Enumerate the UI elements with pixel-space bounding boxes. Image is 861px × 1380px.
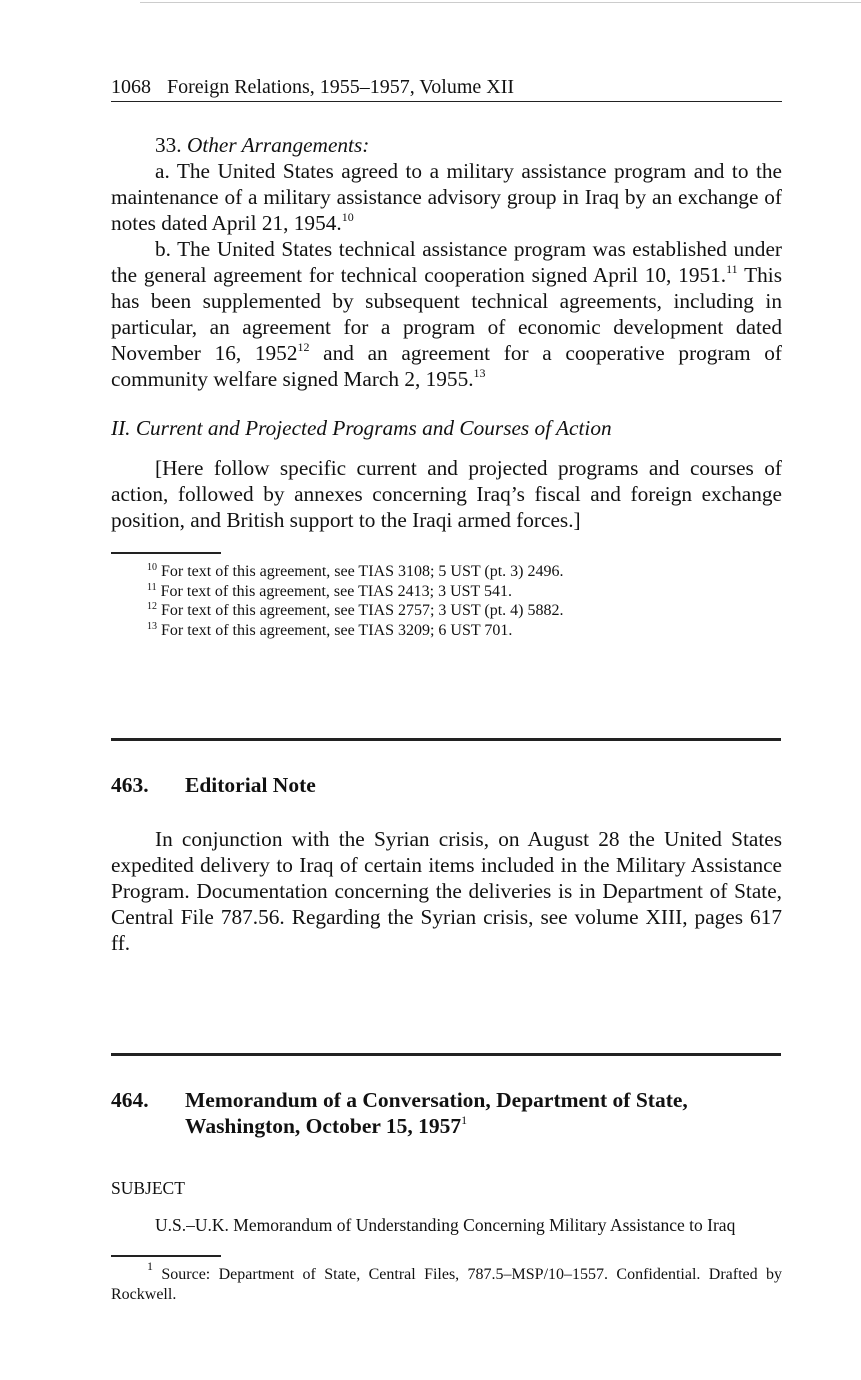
footnote-ref-12[interactable]: 12	[297, 340, 310, 354]
footnote-rule-bottom	[111, 1255, 782, 1257]
page	[111, 74, 782, 1303]
footnote-ref-11[interactable]: 11	[726, 262, 738, 276]
page-number: 1068	[111, 76, 151, 98]
section-33-heading: 33. Other Arrangements:	[155, 133, 370, 157]
footnotes-top	[111, 562, 782, 640]
document-463-title: Editorial Note	[185, 773, 316, 797]
page-top-edge	[140, 2, 861, 3]
paragraph-a: a. The United States agreed to a military assistance program and to the maintenance of a military assistance advisory group in Iraq by an exchange of notes dated April 21, 1954.10	[111, 159, 782, 235]
footnote-ref-10[interactable]: 10	[341, 210, 354, 224]
footnote-12: $^{12}$ For text of this agreement, see TIAS 2757; 3 UST (pt. 4) 5882.	[147, 601, 564, 619]
section-33	[111, 132, 782, 392]
document-464-number: 464.	[111, 1088, 149, 1112]
section-2-heading: II. Current and Projected Programs and Courses of Action	[111, 416, 612, 440]
footnote-rule-top	[111, 552, 782, 554]
running-head	[111, 74, 782, 102]
footnote-11: $^{11}$ For text of this agreement, see TIAS 2413; 3 UST 541.	[147, 581, 513, 600]
document-463-heading	[111, 772, 782, 798]
bracket-note: [Here follow specific current and projected programs and courses of action, followed by annexes concerning Iraq’s fiscal and foreign exchange position, and British support to the Iraqi armed forces.]	[111, 456, 782, 532]
footnote-13: $^{13}$ For text of this agreement, see TIAS 3209; 6 UST 701.	[147, 620, 513, 639]
footnote-1: $^1$ Source: Department of State, Central Files, 787.5–MSP/10–1557. Confidential. Drafted by Rockwell.	[111, 1259, 782, 1303]
footnote-10: $^{10}$ For text of this agreement, see TIAS 3108; 5 UST (pt. 3) 2496.	[147, 562, 564, 580]
document-464-heading	[111, 1087, 782, 1139]
document-463-body: In conjunction with the Syrian crisis, on August 28 the United States expedited delivery to Iraq of certain items included in the Military Assistance Program. Documentation concerning the deliveries is in Department of State, Central File 787.56. Regarding the Syrian crisis, see volume XIII, pages 617 ff.	[111, 827, 782, 955]
volume-title: Foreign Relations, 1955–1957, Volume XII	[167, 76, 515, 98]
document-463-number: 463.	[111, 773, 149, 797]
subject-label: SUBJECT	[111, 1178, 185, 1198]
section-2	[111, 415, 782, 533]
subject-text: U.S.–U.K. Memorandum of Understanding Concerning Military Assistance to Iraq	[155, 1215, 736, 1235]
paragraph-b: b. The United States technical assistance program was established under the general agreement for technical cooperation signed April 10, 1951.11 This has been supplemented by subsequent technical agreements, including in particular, an agreement for a program of economic development dated November 16, 1952$^{12}$ and an agreement for a cooperative program of community welfare signed March 2, 1955.13	[111, 237, 782, 391]
footnote-ref-13[interactable]: 13	[473, 366, 486, 380]
document-464-title: Memorandum of a Conversation, Department of State, Washington, October 15, 1957$^1$	[185, 1088, 688, 1138]
document-463-rule	[111, 738, 782, 741]
footnote-ref-1[interactable]: 1	[461, 1113, 468, 1127]
document-464-rule	[111, 1053, 782, 1056]
